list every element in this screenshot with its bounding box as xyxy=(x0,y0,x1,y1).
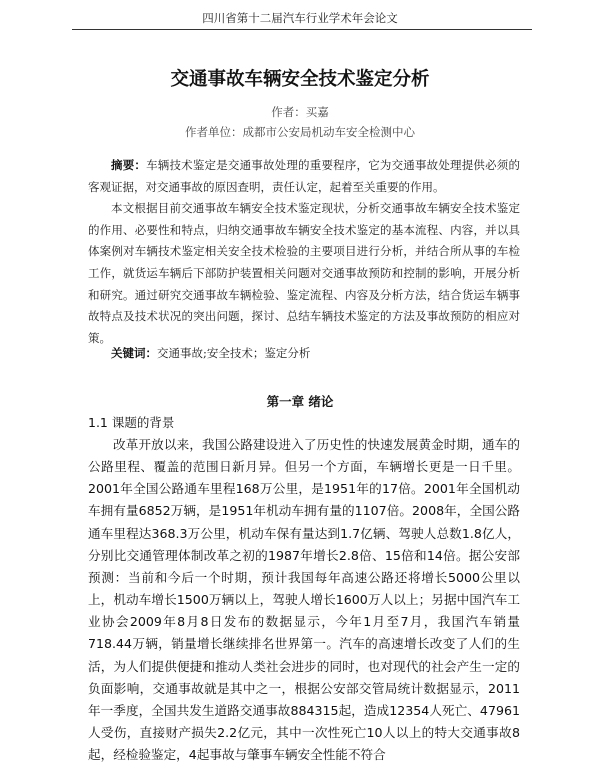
header-divider xyxy=(72,29,532,30)
abstract-paragraph-1 xyxy=(88,155,520,198)
paper-title: 交通事故车辆安全技术鉴定分析 xyxy=(170,69,430,90)
paper-author: 作者：买嘉 xyxy=(271,105,329,119)
abstract-label: 摘要： xyxy=(111,158,147,172)
abstract-block xyxy=(88,155,520,349)
keywords-text: 交通事故;安全技术；鉴定分析 xyxy=(157,346,311,360)
chapter-heading: 第一章 绪论 xyxy=(266,394,334,409)
body-paragraph-1: 改革开放以来，我国公路建设进入了历史性的快速发展黄金时期，通车的公路里程、覆盖的范围日新月异。但另一个方面，车辆增长更是一日千里。2001年全国公路通车里程168万公里，是1951年的17倍。2001年全国机动车拥有量6852万辆，是1951年机动车拥有量的1107倍。2008年，全国公路通车里程达368.3万公里，机动车保有量达到1.7亿辆、驾驶人总数1.8亿人，分别比交通管理体制改革之初的1987年增长2.8倍、15倍和14倍。据公安部预测：当前和今后一个时期，预计我国每年高速公路还将增长5000公里以上，机动车增长1500万辆以上，驾驶人增长1600万人以上；另据中国汽车工业协会2009年8月8日发布的数据显示，今年1月至7月，我国汽车销量718.44万辆，销量增长继续排名世界第一。汽车的高速增长改变了人们的生活，为人们提供便捷和推动人类社会进步的同时，也对现代的社会产生一定的负面影响，交通事故就是其中之一，根据公安部交管局统计数据显示，2011年一季度，全国共发生道路交通事故884315起，造成12354人死亡、47961人受伤，直接财产损失2.2亿元，其中一次性死亡10人以上的特大交通事故8起，经检验鉴定，4起事故与肇事车辆安全性能不符合 xyxy=(88,437,520,763)
body-text xyxy=(88,434,520,766)
keywords-label: 关键词： xyxy=(111,346,157,360)
paper-affiliation: 作者单位：成都市公安局机动车安全检测中心 xyxy=(185,125,415,139)
section-heading: 1.1 课题的背景 xyxy=(88,415,175,430)
keywords-line xyxy=(111,345,310,361)
abstract-paragraph-2: 本文根据目前交通事故车辆安全技术鉴定现状，分析交通事故车辆安全技术鉴定的作用、必要性和特点，归纳交通事故车辆安全技术鉴定的基本流程、内容，并以具体案例对车辆技术鉴定相关安全技术检验的主要项目进行分析，并结合所从事的车检工作，就货运车辆后下部防护装置相关问题对交通事故预防和控制的影响，开展分析和研究。通过研究交通事故车辆检验、鉴定流程、内容及分析方法，结合货运车辆事故特点及技术状况的突出问题，探讨、总结车辆技术鉴定的方法及事故预防的相应对策。 xyxy=(88,201,520,345)
running-header: 四川省第十二届汽车行业学术年会论文 xyxy=(202,11,398,25)
abstract-text-1: 车辆技术鉴定是交通事故处理的重要程序，它为交通事故处理提供必须的客观证据，对交通事故的原因查明，责任认定，起着至关重要的作用。 xyxy=(88,158,521,194)
